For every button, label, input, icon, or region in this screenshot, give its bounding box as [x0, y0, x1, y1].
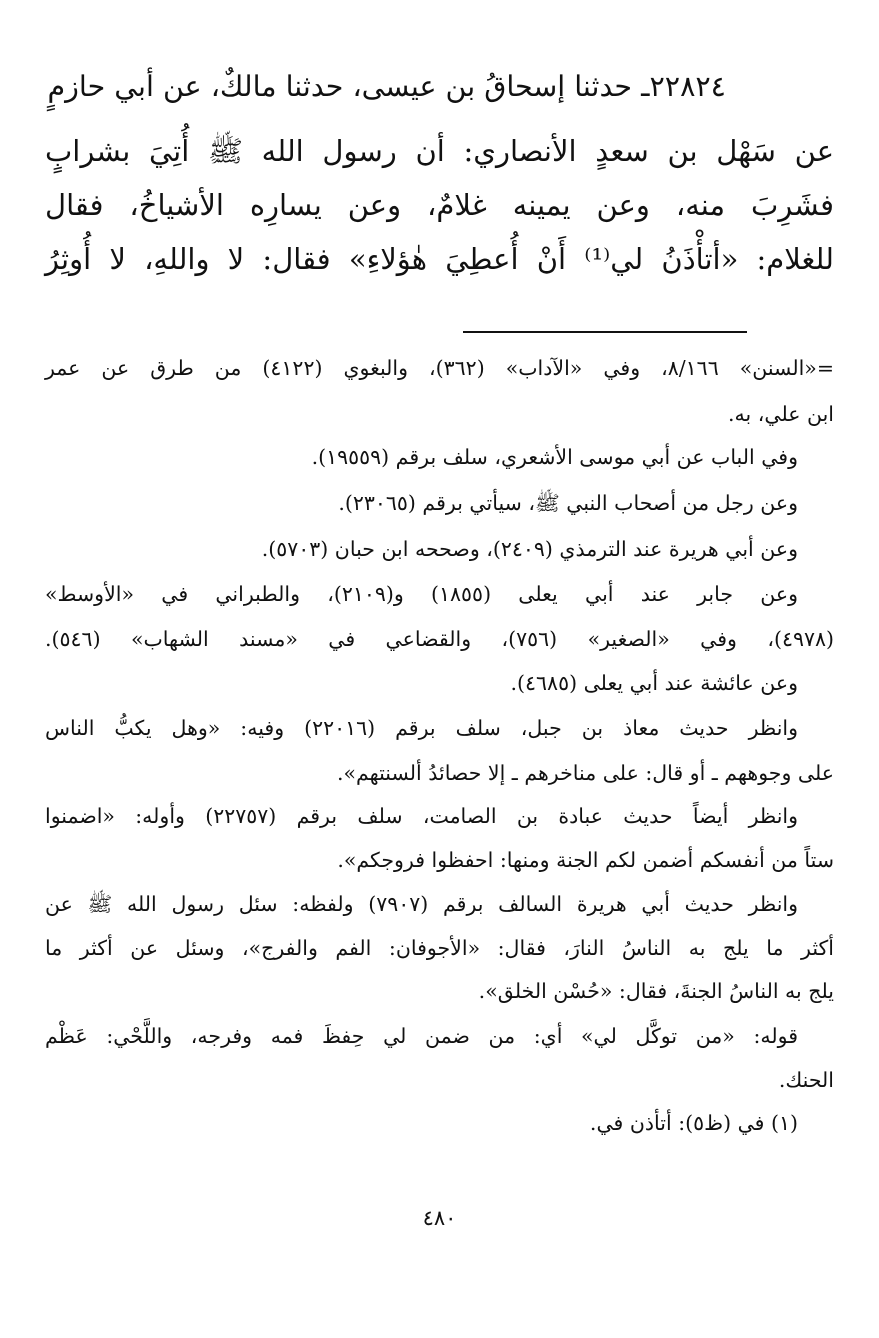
- footnote-line: ستاً من أنفسكم أضمن لكم الجنة ومنها: احفظوا فروجكم».: [337, 848, 834, 872]
- footnote-line: أكثر ما يلج به الناسُ النارَ، فقال: «الأجوفان: الفم والفرج»، وسئل عن أكثر ما: [45, 936, 834, 960]
- footnote-line: (٤٩٧٨)، وفي «الصغير» (٧٥٦)، والقضاعي في «مسند الشهاب» (٥٤٦).: [45, 627, 834, 651]
- footnote-line: وعن عائشة عند أبي يعلى (٤٦٨٥).: [510, 671, 798, 695]
- main-line: عن سَهْل بن سعدٍ الأنصاري: أن رسول الله ﷺ أُتِيَ بشرابٍ: [45, 134, 834, 168]
- footnote-line: على وجوههم ـ أو قال: على مناخرهم ـ إلا حصائدُ ألسنتهم».: [336, 761, 834, 785]
- main-line: فشَرِبَ منه، وعن يمينه غلامٌ، وعن يسارِه الأشياخُ، فقال: [45, 188, 834, 222]
- footnote-line: وانظر حديث أبي هريرة السالف برقم (٧٩٠٧) ولفظه: سئل رسول الله ﷺ عن: [45, 892, 798, 916]
- footnote-line: وانظر أيضاً حديث عبادة بن الصامت، سلف برقم (٢٢٧٥٧) وأوله: «اضمنوا: [45, 804, 798, 828]
- main-line: للغلام: «أتأْذَنُ لي⁽¹⁾ أَنْ أُعطِيَ هٰؤلاءِ» فقال: لا واللهِ، لا أُوثِرُ: [45, 242, 834, 276]
- footnote-line: قوله: «من توكَّل لي» أي: من ضمن لي حِفظَ فمه وفرجه، واللَّحْي: عَظْم: [45, 1024, 798, 1048]
- main-line: ٢٢٨٢٤ـ حدثنا إسحاقُ بن عيسى، حدثنا مالكٌ، عن أبي حازمٍ: [47, 70, 726, 103]
- footnote-line: (١) في (ظ٥): أتأذن في.: [589, 1111, 798, 1135]
- footnote-line: يلج به الناسُ الجنةَ، فقال: «حُسْن الخلق».: [478, 979, 834, 1003]
- footnote-line: وعن أبي هريرة عند الترمذي (٢٤٠٩)، وصححه ابن حبان (٥٧٠٣).: [261, 537, 798, 561]
- footnote-line: =«السنن» ٨/١٦٦، وفي «الآداب» (٣٦٢)، والبغوي (٤١٢٢) من طرق عن عمر: [45, 356, 834, 380]
- footnote-separator: [463, 331, 747, 333]
- footnote-line: وانظر حديث معاذ بن جبل، سلف برقم (٢٢٠١٦) وفيه: «وهل يكبُّ الناس: [45, 716, 798, 740]
- footnote-line: وعن رجل من أصحاب النبي ﷺ، سيأتي برقم (٢٣٠٦٥).: [338, 491, 798, 515]
- footnote-line: وعن جابر عند أبي يعلى (١٨٥٥) و(٢١٠٩)، والطبراني في «الأوسط»: [45, 582, 798, 606]
- footnote-line: وفي الباب عن أبي موسى الأشعري، سلف برقم (١٩٥٥٩).: [311, 445, 798, 469]
- page-number: ٤٨٠: [422, 1206, 457, 1230]
- footnote-line: الحنك.: [778, 1068, 834, 1092]
- footnote-line: ابن علي، به.: [728, 402, 834, 426]
